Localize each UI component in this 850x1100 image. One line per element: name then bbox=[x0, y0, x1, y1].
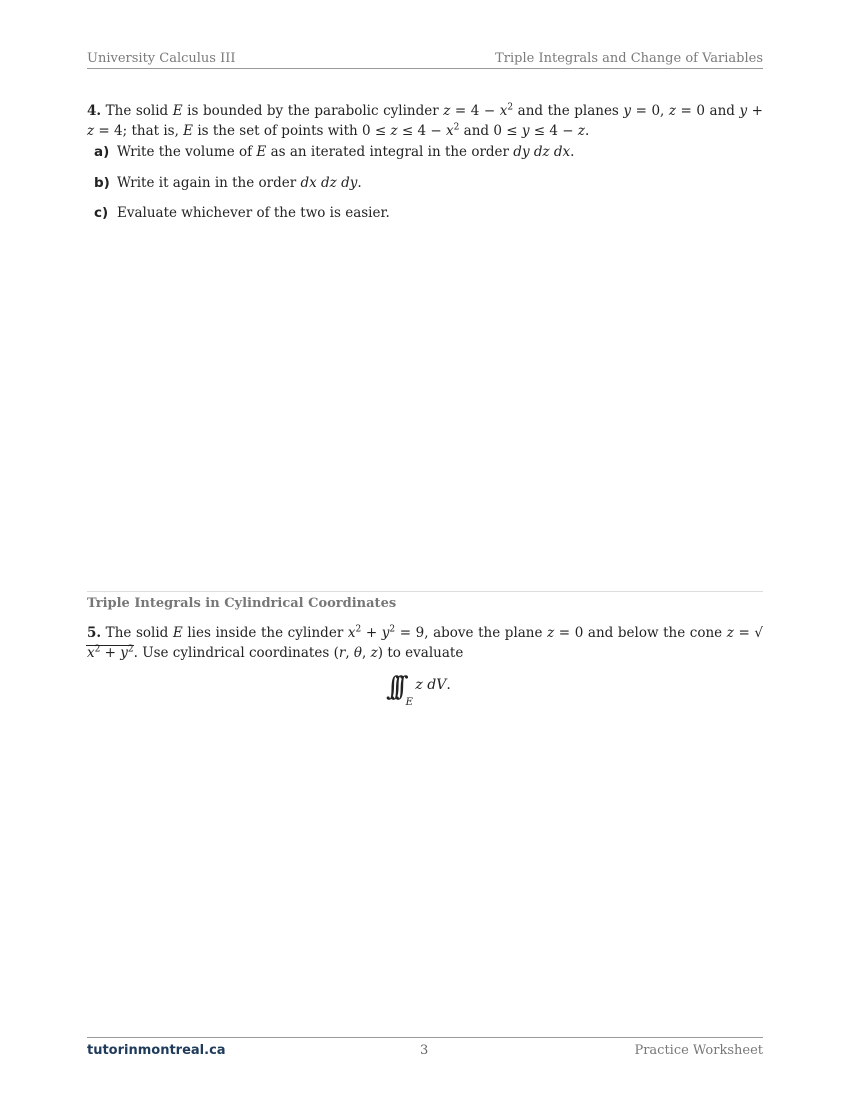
header-course-title: University Calculus III bbox=[87, 51, 236, 66]
section-title: Triple Integrals in Cylindrical Coordinates bbox=[87, 596, 397, 611]
header-rule bbox=[87, 68, 763, 69]
problem-4-statement: 4. The solid E is bounded by the parabolic cylinder $z = 4 - x^2$ and the planes y = 0, z = 0 and y + z = 4; that is, E is the set of points with $0 \le z \le 4 - x^2$ and 0 ≤ y ≤ 4 − z. bbox=[87, 102, 763, 139]
problem-5-statement: 5. The solid E lies inside the cylinder $x^2 + y^2 = 9$, above the plane z = 0 and below the cone $z = √x^2 + y^2$. Use cylindrical coordinates (r, θ, z) to evaluate bbox=[87, 624, 763, 661]
integral-region-E: E bbox=[405, 697, 413, 708]
part-c-label: c) bbox=[94, 205, 109, 221]
problem-4-number: 4. bbox=[87, 103, 102, 119]
footer-doc-type: Practice Worksheet bbox=[634, 1043, 763, 1058]
header-topic-title: Triple Integrals and Change of Variables bbox=[495, 51, 763, 66]
section-rule bbox=[87, 591, 763, 592]
problem-4-part-b: b) Write it again in the order dx dz dy. bbox=[94, 175, 362, 191]
footer-page-number: 3 bbox=[420, 1043, 429, 1058]
problem-4-part-c bbox=[94, 205, 390, 221]
problem-5-number: 5. bbox=[87, 625, 102, 641]
triple-integral: $\int\int\int_E$ z dV. bbox=[386, 672, 451, 708]
part-a-label: a) bbox=[94, 144, 110, 160]
triple-integral-sign: ∫∫∫ bbox=[386, 672, 400, 702]
problem-4-part-a: a) Write the volume of E as an iterated integral in the order dy dz dx. bbox=[94, 144, 575, 160]
part-c-text: Evaluate whichever of the two is easier. bbox=[117, 205, 390, 221]
footer-rule bbox=[87, 1037, 763, 1038]
footer-website-link[interactable]: tutorinmontreal.ca bbox=[87, 1043, 226, 1058]
part-b-label: b) bbox=[94, 175, 110, 191]
